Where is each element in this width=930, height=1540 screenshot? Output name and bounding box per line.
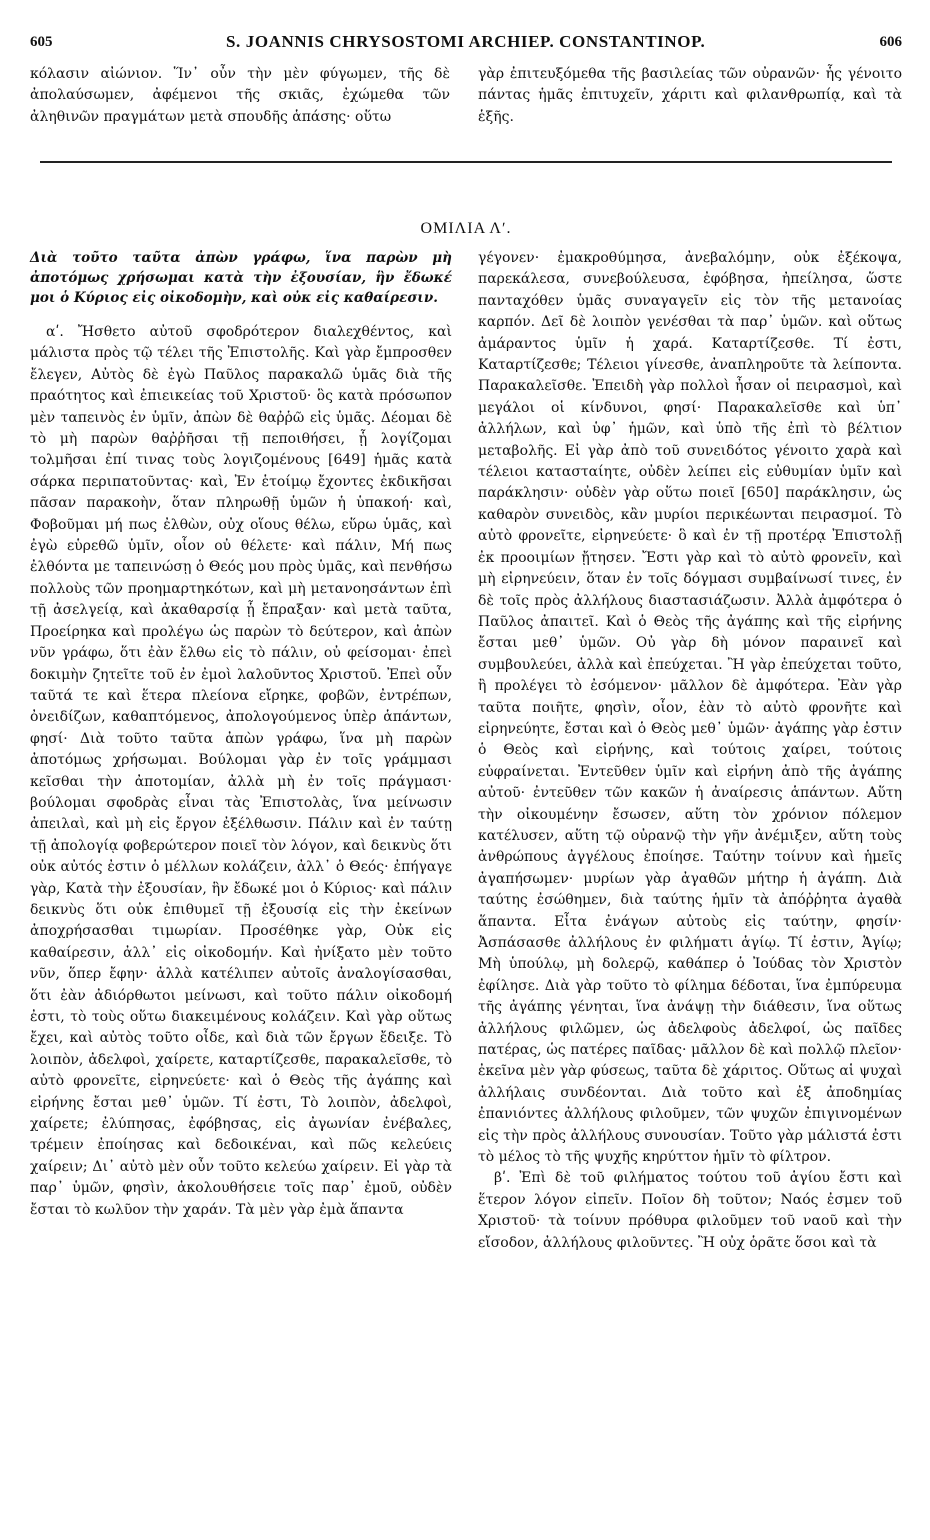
- page-number-right: 606: [879, 34, 902, 50]
- right-column-paragraph-1: γέγονεν· ἐμακροθύμησα, ἀνεβαλόμην, οὐκ ἐξέκοψα, παρεκάλεσα, συνεβούλευσα, ἐφόβησα, ἠπείλησα, ὥστε πανταχόθεν ὑμᾶς συναγαγεῖν εἰς τὸν τῆς μετανοίας καρπόν. Δεῖ δὲ λοιπὸν γενέσθαι τὰ παρ᾽ ὑμῶν. καὶ οὕτως ἀμάραντος ὑμῖν ἡ χαρά. Καταρτίζεσθε. Τί ἐστι, Καταρτίζεσθε; Τέλειοι γίνεσθε, ἀναπληροῦτε τὰ λείποντα. Παρακαλεῖσθε. Ἐπειδὴ γὰρ πολλοὶ ἦσαν οἱ πειρασμοὶ, καὶ μεγάλοι οἱ κίνδυνοι, φησί· Παρακαλεῖσθε καὶ ὑπ᾽ ἀλλήλων, καὶ ὑφ᾽ ἡμῶν, καὶ ὑπὸ τῆς ἐπὶ τὸ βέλτιον μεταβολῆς. Εἰ γὰρ ἀπὸ τοῦ συνειδότος γένοιτο χαρὰ καὶ τέλειοι κατασταίητε, οὐδὲν λείπει εἰς εὐθυμίαν ὑμῖν καὶ παράκλησιν· οὐδὲν γὰρ οὕτω ποιεῖ [650] παράκλησιν, ὡς καθαρὸν συνειδὸς, κἂν μυρίοι περικέωνται πειρασμοί. Τὸ αὐτὸ φρονεῖτε, εἰρηνεύετε· ὃ καὶ ἐν τῇ προτέρᾳ Ἐπιστολῇ ἐκ προοιμίων ᾔτησεν. Ἔστι γὰρ καὶ τὸ αὐτὸ φρονεῖν, καὶ μὴ εἰρηνεύειν, ὅταν ἐν τοῖς δόγμασι συμβαίνωσί τινες, ἐν δὲ τοῖς πρὸς ἀλλήλους διαστασιάζωσιν. Ἀλλὰ ἀμφότερα ὁ Παῦλος ἀπαιτεῖ. Καὶ ὁ Θεὸς τῆς ἀγάπης καὶ τῆς εἰρήνης ἔσται μεθ᾽ ὑμῶν. Οὐ γὰρ δὴ μόνον παραινεῖ καὶ συμβουλεύει, ἀλλὰ καὶ ἐπεύχεται. Ἢ γὰρ ἐπεύχεται τοῦτο, ἢ προλέγει τὸ ἐσόμενον· μᾶλλον δὲ ἀμφότερα. Ἐὰν γὰρ ταῦτα ποιῆτε, φησὶν, οἷον, ἐὰν τὸ αὐτὸ φρονῆτε καὶ εἰρηνεύητε, ἔσται καὶ ὁ Θεὸς μεθ᾽ ὑμῶν· ἀγάπης γὰρ ἐστιν ὁ Θεὸς καὶ εἰρήνης, καὶ τούτοις χαίρει, τούτοις εὐφραίνεται. Ἐντεῦθεν ὑμῖν καὶ εἰρήνη ἀπὸ τῆς ἀγάπης αὐτοῦ· ἐντεῦθεν τῶν κακῶν ἡ ἀναίρεσις ἁπάντων. Αὕτη τὴν οἰκουμένην ἔσωσεν, αὕτη τὸν χρόνιον πόλεμον κατέλυσεν, αὕτη τῷ οὐρανῷ τὴν γῆν ἀνέμιξεν, αὕτη τοὺς ἀνθρώπους ἀγγέλους ἐποίησε. Ταύτην τοίνυν καὶ ἡμεῖς ἀγαπήσωμεν· μυρίων γὰρ ἀγαθῶν μήτηρ ἡ ἀγάπη. Διὰ ταύτης ἐσώθημεν, διὰ ταύτης ἡμῖν τὰ ἀπόῤῥητα ἀγαθὰ ἅπαντα. Εἶτα ἐνάγων αὐτοὺς εἰς ταύτην, φησίν· Ἀσπάσασθε ἀλλήλους ἐν φιλήματι ἁγίῳ. Τί ἐστιν, Ἁγίῳ; Μὴ ὑπούλῳ, μὴ δολερῷ, καθάπερ ὁ Ἰούδας τὸν Χριστὸν ἐφίλησε. Διὰ γὰρ τοῦτο τὸ φίλημα δέδοται, ἵνα ἐμπύρευμα τῆς ἀγάπης γένηται, ἵνα ἀνάψῃ τὴν διάθεσιν, ἵνα οὕτως ἀλλήλους φιλῶμεν, ὡς ἀδελφοὺς ἀδελφοί, ὡς παῖδες πατέρας, ὡς πατέρες παῖδας· μᾶλλον δὲ καὶ πολλῷ πλεῖον· ἐκεῖνα μὲν γὰρ φύσεως, ταῦτα δὲ χάριτος. Οὕτως αἱ ψυχαὶ ἀλλήλαις συνδέονται. Διὰ τοῦτο καὶ ἐξ ἀποδημίας ἐπανιόντες ἀλλήλους φιλοῦμεν, τῶν ψυχῶν ἐπιγινομένων εἰς τὴν πρὸς ἀλλήλους συνουσίαν. Τοῦτο γὰρ μάλιστά ἐστι τὸ μέλος τὸ τῆς ψυχῆς κηρύττον ἡμῖν τὸ φίλτρον.: [478, 250, 902, 1166]
- right-column: [478, 248, 902, 1254]
- running-title: S. JOANNIS CHRYSOSTOMI ARCHIEP. CONSTANTINOP.: [226, 32, 706, 51]
- top-left-column: [30, 64, 450, 128]
- scripture-lemma: Διὰ τοῦτο ταῦτα ἀπὼν γράφω, ἵνα παρὼν μὴ ἀποτόμως χρήσωμαι κατὰ τὴν ἐξουσίαν, ἣν ἔδωκέ μοι ὁ Κύριος εἰς οἰκοδομὴν, καὶ οὐκ εἰς καθαίρεσιν.: [30, 250, 452, 306]
- section-divider: [40, 161, 892, 163]
- homily-title: ΟΜΙΛΙΑ Λʹ.: [420, 220, 512, 237]
- left-column: [30, 248, 452, 1221]
- top-right-column: [478, 64, 902, 128]
- page-number-left: 605: [30, 34, 53, 50]
- page: [30, 26, 902, 1516]
- left-column-paragraph: αʹ. Ἤσθετο αὐτοῦ σφοδρότερον διαλεχθέντος, καὶ μάλιστα πρὸς τῷ τέλει τῆς Ἐπιστολῆς. Καὶ γὰρ ἔμπροσθεν ἔλεγεν, Αὐτὸς δὲ ἐγὼ Παῦλος παρακαλῶ ὑμᾶς διὰ τῆς πραότητος καὶ ἐπιεικείας τοῦ Χριστοῦ· ὃς κατὰ πρόσωπον μὲν ταπεινὸς ἐν ὑμῖν, ἀπὼν δὲ θαῤῥῶ εἰς ὑμᾶς. Δέομαι δὲ τὸ μὴ παρὼν θαῤῥῆσαι τῇ πεποιθήσει, ᾗ λογίζομαι τολμῆσαι ἐπί τινας τοὺς λογιζομένους [649] ἡμᾶς κατὰ σάρκα περιπατοῦντας· καὶ, Ἐν ἑτοίμῳ ἔχοντες ἐκδικῆσαι πᾶσαν παρακοὴν, ὅταν πληρωθῇ ὑμῶν ἡ ὑπακοή· καὶ, Φοβοῦμαι μή πως ἐλθὼν, οὐχ οἵους θέλω, εὕρω ὑμᾶς, καὶ ἐγὼ εὑρεθῶ ὑμῖν, οἷον οὐ θέλετε· καὶ πάλιν, Μή πως ἐλθόντα με ταπεινώσῃ ὁ Θεός μου πρὸς ὑμᾶς, καὶ πενθήσω πολλοὺς τῶν προημαρτηκότων, καὶ μὴ μετανοησάντων ἐπὶ τῇ ἀσελγείᾳ, καὶ ἀκαθαρσίᾳ ᾗ ἔπραξαν· καὶ μετὰ ταῦτα, Προείρηκα καὶ προλέγω ὡς παρὼν τὸ δεύτερον, καὶ ἀπὼν νῦν γράφω, ὅτι ἐὰν ἔλθω εἰς τὸ πάλιν, οὐ φείσομαι· ἐπεὶ δοκιμὴν ζητεῖτε τοῦ ἐν ἐμοὶ λαλοῦντος Χριστοῦ. Ἐπεὶ οὖν ταῦτά τε καὶ ἕτερα πλείονα εἴρηκε, φοβῶν, ἐντρέπων, ὀνειδίζων, καθαπτόμενος, ἀπολογούμενος ὑπὲρ ἁπάντων, φησί· Διὰ τοῦτο ταῦτα ἀπὼν γράφω, ἵνα μὴ παρὼν ἀποτόμως χρήσωμαι. Βούλομαι γὰρ ἐν τοῖς γράμμασι κεῖσθαι τὴν ἀποτομίαν, ἀλλὰ μὴ ἐν τοῖς πράγμασι· βούλομαι σφοδρὰς εἶναι τὰς Ἐπιστολὰς, ἵνα μείνωσιν ἀπειλαὶ, καὶ μὴ εἰς ἔργον ἐξέλθωσιν. Πάλιν καὶ ἐν ταύτῃ τῇ ἀπολογίᾳ φοβερώτερον ποιεῖ τὸν λόγον, καὶ δεικνὺς ὅτι οὐκ αὐτός ἐστιν ὁ μέλλων κολάζειν, ἀλλ᾽ ὁ Θεός· ἐπήγαγε γὰρ, Κατὰ τὴν ἐξουσίαν, ἣν ἔδωκέ μοι ὁ Κύριος· καὶ πάλιν δεικνὺς ὅτι οὐκ ἐπιθυμεῖ τῇ ἐξουσίᾳ εἰς τὴν ἐκείνων ἀποχρήσασθαι τιμωρίαν. Προσέθηκε γὰρ, Οὐκ εἰς καθαίρεσιν, ἀλλ᾽ εἰς οἰκοδομήν. Καὶ ἠνίξατο μὲν τοῦτο νῦν, ὅπερ ἔφην· ἀλλὰ κατέλιπεν αὐτοῖς ἀναλογίσασθαι, ὅτι ἐὰν ἀδιόρθωτοι μείνωσι, καὶ τοῦτο πάλιν οἰκοδομή ἐστι, τὸ τοὺς οὕτω διακειμένους κολάζειν. Καὶ γὰρ οὕτως ἔχει, καὶ αὐτὸς τοῦτο οἶδε, καὶ διὰ τῶν ἔργων ἔδειξε. Τὸ λοιπὸν, ἀδελφοὶ, χαίρετε, καταρτίζεσθε, παρακαλεῖσθε, τὸ αὐτὸ φρονεῖτε, εἰρηνεύετε· καὶ ὁ Θεὸς τῆς ἀγάπης καὶ εἰρήνης ἔσται μεθ᾽ ὑμῶν. Τί ἐστι, Τὸ λοιπὸν, ἀδελφοὶ, χαίρετε; ἐλύπησας, ἐφόβησας, εἰς ἀγωνίαν ἐνέβαλες, τρέμειν ἐποίησας καὶ δεδοικέναι, καὶ πῶς κελεύεις χαίρειν; Δι᾽ αὐτὸ μὲν οὖν τοῦτο κελεύω χαίρειν. Εἰ γὰρ τὰ παρ᾽ ὑμῶν, φησὶν, ἀκολουθήσειε τοῖς παρ᾽ ἐμοῦ, οὐδὲν ἔσται τὸ κωλῦον τὴν χαράν. Τὰ μὲν γὰρ ἐμὰ ἅπαντα: [30, 324, 452, 1218]
- top-right-text: γὰρ ἐπιτευξόμεθα τῆς βασιλείας τῶν οὐρανῶν· ἧς γένοιτο πάντας ἡμᾶς ἐπιτυχεῖν, χάριτι καὶ φιλανθρωπίᾳ, καὶ τὰ ἑξῆς.: [478, 66, 902, 125]
- right-column-paragraph-2: βʹ. Ἐπὶ δὲ τοῦ φιλήματος τούτου τοῦ ἁγίου ἔστι καὶ ἕτερον λόγον εἰπεῖν. Ποῖον δὴ τοῦτον; Ναός ἐσμεν τοῦ Χριστοῦ· τὰ τοίνυν πρόθυρα φιλοῦμεν τοῦ ναοῦ καὶ τὴν εἴσοδον, ἀλλήλους φιλοῦντες. Ἢ οὐχ ὁρᾶτε ὅσοι καὶ τὰ: [478, 1170, 902, 1251]
- running-header: [30, 26, 902, 54]
- top-left-text: κόλασιν αἰώνιον. Ἵν᾽ οὖν τὴν μὲν φύγωμεν, τῆς δὲ ἀπολαύσωμεν, ἀφέμενοι τῆς σκιᾶς, ἐχώμεθα τῶν ἀληθινῶν πραγμάτων μετὰ σπουδῆς ἁπάσης· οὕτω: [30, 66, 450, 125]
